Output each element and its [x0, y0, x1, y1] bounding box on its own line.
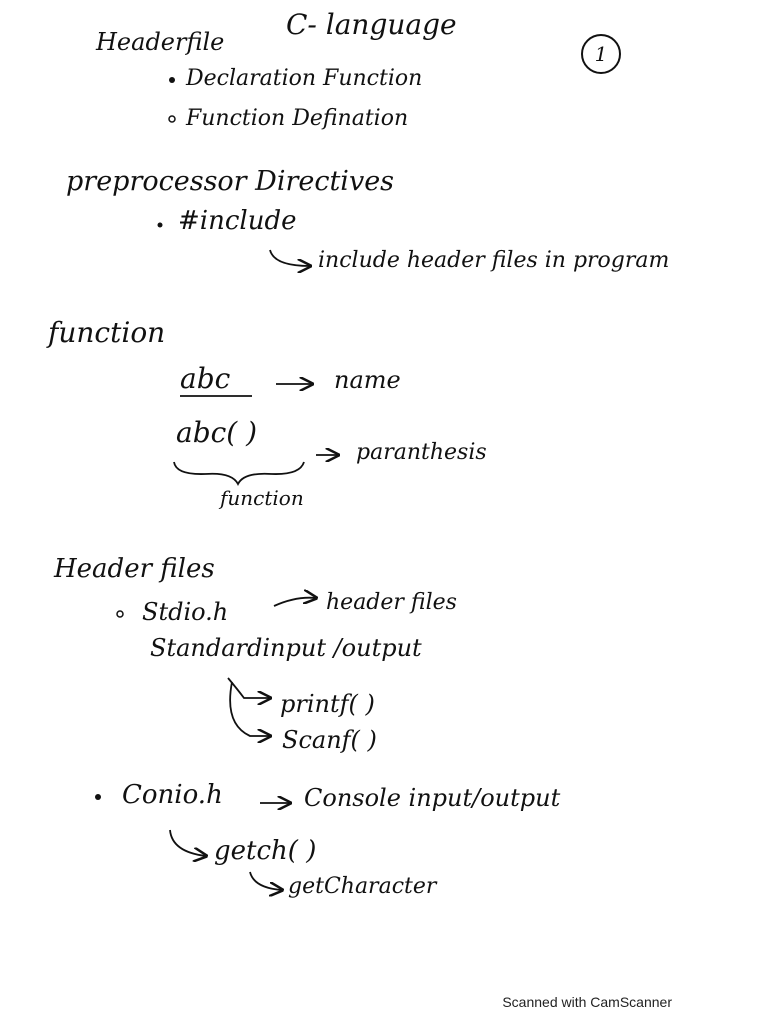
page-title: C- language: [286, 8, 457, 41]
conio-header: Conio.h: [122, 780, 223, 810]
hook-arrow: [270, 250, 310, 266]
section-heading-preprocessor: preprocessor Directives: [66, 166, 395, 197]
bullet: [158, 223, 163, 228]
curly-brace: [174, 462, 304, 484]
arrow: [274, 598, 316, 606]
bullet: [117, 611, 123, 617]
function-paren-term: abc( ): [176, 416, 258, 449]
section-heading-headerfile: Headerfile: [96, 28, 225, 56]
printf-function: printf( ): [280, 690, 375, 718]
hook-arrow: [250, 872, 282, 890]
getch-function: getch( ): [214, 836, 317, 866]
section-heading-header-files: Header files: [54, 554, 215, 584]
section-heading-function: function: [48, 316, 166, 349]
bullet: [169, 77, 175, 83]
stdio-header: Stdio.h: [142, 598, 229, 626]
scanner-watermark: Scanned with CamScanner: [502, 994, 672, 1010]
branch-arrow: [228, 678, 270, 698]
branch-arrow: [230, 682, 270, 736]
stdio-description: Standardinput /output: [150, 634, 422, 662]
bullet: [169, 116, 175, 122]
list-item: Declaration Function: [186, 66, 423, 91]
scanf-function: Scanf( ): [282, 726, 377, 754]
bullet: [95, 794, 101, 800]
include-directive: #include: [178, 206, 297, 236]
list-item: Function Defination: [186, 106, 409, 131]
conio-description: Console input/output: [304, 784, 561, 812]
page-number: 1: [581, 34, 621, 74]
function-brace-label: function: [220, 486, 304, 510]
hook-arrow: [170, 830, 206, 856]
stdio-label: header files: [326, 590, 457, 615]
getch-description: getCharacter: [288, 874, 437, 899]
include-note: include header files in program: [318, 248, 670, 273]
function-paren-label: paranthesis: [356, 440, 487, 465]
function-name-term: abc: [180, 362, 231, 395]
function-name-label: name: [334, 366, 401, 394]
